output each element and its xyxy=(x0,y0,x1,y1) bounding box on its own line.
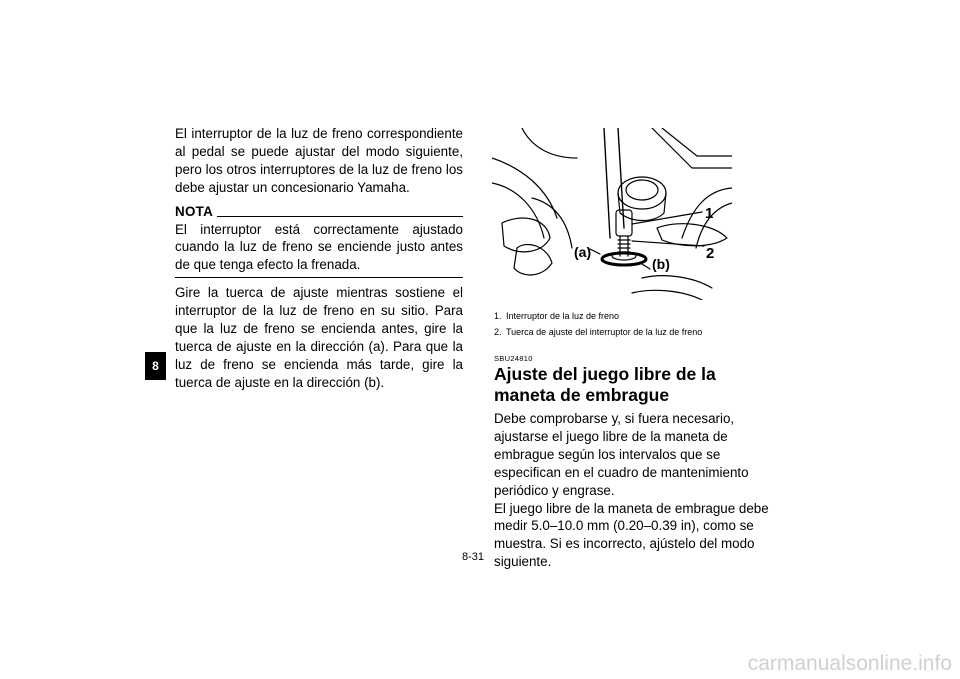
brake-switch-illustration xyxy=(492,128,732,300)
figure-captions xyxy=(494,308,794,340)
section-paragraph-2: El juego libre de la maneta de embrague debe medir 5.0–10.0 mm (0.20–0.39 in), como se muestra. Si es incorrecto, ajústelo del modo siguiente. xyxy=(494,500,769,570)
clutch-section xyxy=(494,354,780,571)
caption-text: Tuerca de ajuste del interruptor de la luz de freno xyxy=(506,327,703,337)
callout-a: (a) xyxy=(574,244,592,260)
nota-text: El interruptor está correctamente ajustado cuando la luz de freno se enciende justo antes de que tenga efecto la frenada. xyxy=(175,221,463,273)
caption-item xyxy=(494,308,794,324)
section-paragraph-1: Debe comprobarse y, si fuera necesario, ajustarse el juego libre de la maneta de embrague según los intervalos que se especifican en el cuadro de mantenimiento periódico y engrase. xyxy=(494,411,749,498)
callout-1: 1 xyxy=(705,205,714,222)
caption-number: 1. xyxy=(494,311,502,321)
section-tab: 8 xyxy=(145,352,166,380)
page-number: 8-31 xyxy=(462,551,485,563)
intro-paragraph: El interruptor de la luz de freno correspondiente al pedal se puede ajustar del modo siguiente, pero los otros interruptores de la luz de freno los debe ajustar un concesionario Yamaha. xyxy=(175,126,463,195)
nota-header xyxy=(175,203,463,221)
nota-box xyxy=(175,221,463,279)
watermark: carmanualsonline.info xyxy=(747,652,952,675)
callout-2: 2 xyxy=(706,245,715,262)
left-column xyxy=(175,125,463,392)
caption-number: 2. xyxy=(494,327,502,337)
nota-rule xyxy=(217,216,463,217)
instruction-paragraph: Gire la tuerca de ajuste mientras sostiene el interruptor de la luz de freno en su sitio. Para que la luz de freno se encienda antes, gire la tuerca de ajuste en la dirección (a). Para que la luz de freno se encienda más tarde, gire la tuerca de ajuste en la dirección (b). xyxy=(175,285,463,390)
caption-text: Interruptor de la luz de freno xyxy=(506,311,620,321)
nota-label: NOTA xyxy=(175,203,214,219)
callout-b: (b) xyxy=(652,256,670,272)
section-code: SBU24810 xyxy=(494,354,533,363)
section-title: Ajuste del juego libre de la maneta de embrague xyxy=(494,364,716,405)
caption-item xyxy=(494,324,794,340)
